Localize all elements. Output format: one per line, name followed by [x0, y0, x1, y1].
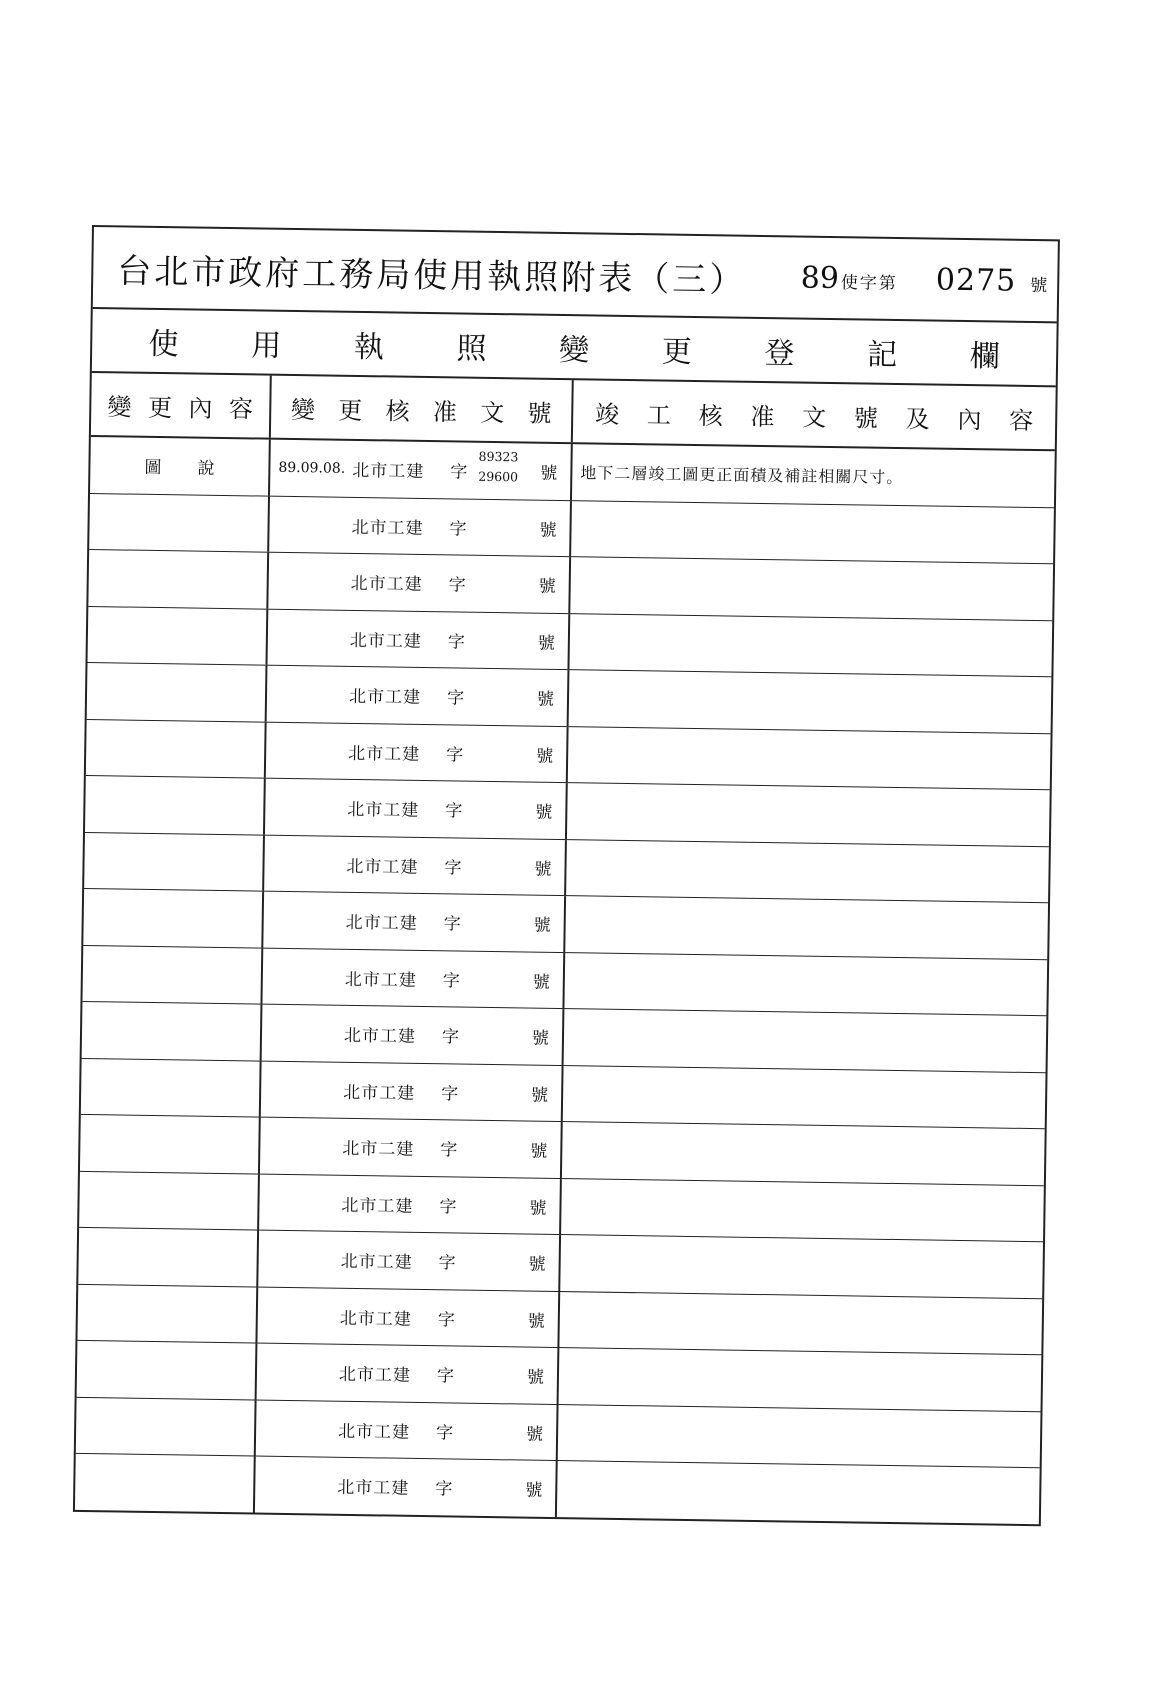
permit-type-label: 使字第: [840, 272, 899, 294]
completion-detail-cell: 地下二層竣工圖更正面積及補註相關尺寸。: [580, 463, 904, 488]
zi-char: 字: [445, 801, 463, 822]
hao-char: 號: [539, 520, 557, 541]
header-char: 容: [1008, 406, 1034, 435]
header-char: 及: [905, 404, 930, 433]
zi-char: 字: [435, 1422, 454, 1444]
hao-char: 號: [531, 1028, 550, 1050]
hao-char: 號: [533, 915, 551, 937]
change-content-cell: [82, 945, 263, 1003]
hao-char: 號: [535, 802, 553, 824]
section-title-char: 更: [661, 334, 693, 370]
change-content-cell: [80, 1115, 261, 1173]
change-content-char: 說: [197, 458, 215, 480]
office-code: 北市工建: [348, 743, 421, 765]
title-row: [93, 227, 1058, 323]
zi-char: 字: [443, 914, 461, 935]
completion-detail-cell: [560, 1235, 1043, 1298]
header-char: 更: [338, 396, 363, 425]
section-title-char: 登: [764, 335, 795, 372]
approval-number: [478, 447, 518, 488]
zi-char: 字: [446, 688, 465, 709]
section-title-char: 執: [353, 329, 385, 366]
office-code: 北市工建: [347, 800, 420, 822]
office-code: 北市二建: [342, 1139, 415, 1161]
completion-detail-cell: [563, 1066, 1046, 1129]
approval-number-cell: [258, 1231, 561, 1291]
approval-number-bottom: 29600: [478, 468, 519, 485]
hao-char: 號: [526, 1367, 545, 1389]
change-content-cell: [81, 1058, 262, 1116]
office-code: 北市工建: [346, 856, 419, 878]
header-char: 核: [698, 401, 723, 430]
change-content-cell: [77, 1284, 258, 1342]
office-code: 北市工建: [344, 969, 417, 991]
hao-char: 號: [538, 576, 556, 598]
zi-char: 字: [448, 575, 466, 596]
office-code: 北市工建: [341, 1195, 414, 1217]
completion-detail-cell: [564, 1009, 1047, 1072]
approval-number-cell: [267, 609, 570, 669]
zi-char: 字: [446, 745, 464, 766]
change-content-cell: [88, 550, 269, 608]
zi-char: 字: [441, 1027, 460, 1048]
section-title-char: 欄: [969, 339, 1000, 375]
change-content-cell: [86, 719, 267, 777]
zi-char: 字: [447, 632, 465, 653]
section-title-char: 記: [866, 337, 898, 373]
completion-detail-cell: [566, 840, 1049, 903]
approval-number-cell: [265, 779, 568, 839]
permit-number: 0275: [935, 262, 1017, 299]
hao-char: 號: [530, 1141, 548, 1163]
office-code: 北市工建: [345, 913, 418, 935]
hao-char: 號: [528, 1254, 546, 1276]
header-char: 變: [290, 395, 316, 424]
zi-char: 字: [449, 519, 467, 540]
office-code: 北市工建: [339, 1308, 412, 1330]
header-char: 竣: [594, 399, 620, 429]
change-content-cell: [89, 494, 270, 552]
change-content-cell: [87, 663, 268, 721]
hao-char: 號: [540, 463, 558, 485]
form-title: 台北市政府工務局使用執照附表（三）: [117, 250, 747, 301]
header-char: 准: [750, 402, 775, 431]
table-body: [75, 437, 1055, 1524]
change-content-cell: [75, 1454, 256, 1512]
header-char: 內: [957, 405, 982, 434]
approval-number-cell: [262, 948, 565, 1008]
header-char: 容: [228, 394, 254, 423]
approval-number-cell: [261, 1061, 564, 1121]
zi-char: 字: [439, 1197, 457, 1218]
section-title-char: 變: [558, 332, 590, 369]
zi-char: 字: [436, 1366, 455, 1387]
permit-year: 89: [800, 260, 840, 296]
approval-number-cell: [257, 1287, 560, 1347]
zi-char: 字: [435, 1479, 453, 1500]
completion-detail-cell: [562, 1122, 1045, 1185]
completion-detail-cell: [558, 1405, 1041, 1468]
approval-number-cell: [263, 892, 566, 952]
change-content-cell: [82, 1002, 263, 1060]
completion-detail-cell: [559, 1348, 1042, 1411]
header-approval-number: [271, 376, 574, 442]
change-content-cell: [90, 437, 271, 495]
hao-char: 號: [532, 972, 550, 993]
completion-detail-cell: [567, 783, 1050, 846]
office-code: 北市工建: [348, 687, 422, 709]
office-code: 北市工建: [351, 517, 424, 539]
header-change-content: [91, 373, 272, 438]
approval-number-cell: [260, 1118, 563, 1178]
zi-char: 字: [440, 1084, 459, 1105]
hao-char: 號: [527, 1311, 545, 1332]
completion-detail-cell: [571, 501, 1054, 564]
approval-number-cell: [267, 666, 570, 726]
office-code: 北市工建: [343, 1026, 417, 1048]
section-title-char: 用: [250, 328, 282, 364]
change-content-cell: [78, 1228, 259, 1286]
change-content-cell: [77, 1341, 258, 1399]
approval-number-cell: [270, 440, 573, 500]
header-char: 變: [107, 392, 132, 422]
zi-char: 字: [450, 462, 468, 483]
approval-number-cell: [259, 1174, 562, 1234]
office-code: 北市工建: [338, 1365, 412, 1387]
permit-appendix-form: [73, 225, 1060, 1526]
permit-suffix: 號: [1030, 275, 1048, 296]
approval-number-cell: [257, 1344, 560, 1404]
completion-detail-cell: [564, 953, 1047, 1016]
approval-number-cell: [264, 835, 567, 895]
approval-number-cell: [256, 1400, 559, 1460]
approval-number-cell: [269, 496, 572, 556]
completion-detail-cell: [568, 727, 1051, 790]
zi-char: 字: [440, 1140, 458, 1161]
change-content-cell: [76, 1397, 257, 1455]
office-code: 北市工建: [352, 461, 425, 483]
change-content-cell: [88, 606, 269, 664]
header-char: 更: [147, 393, 173, 422]
completion-detail-cell: [565, 896, 1048, 959]
header-char: 核: [385, 396, 410, 426]
zi-char: 字: [444, 858, 462, 879]
header-char: 號: [853, 403, 879, 433]
office-code: 北市工建: [343, 1082, 416, 1104]
completion-detail-cell: [569, 614, 1052, 677]
office-code: 北市工建: [337, 1421, 411, 1443]
hao-char: 號: [534, 859, 552, 880]
hao-char: 號: [525, 1480, 543, 1502]
zi-char: 字: [438, 1253, 456, 1274]
zi-char: 字: [442, 971, 460, 992]
office-code: 北市工建: [350, 574, 423, 596]
zi-char: 字: [437, 1310, 455, 1331]
header-char: 文: [480, 398, 505, 427]
change-content-cell: [83, 889, 264, 947]
approval-number-cell: [268, 553, 571, 613]
section-title-char: 使: [148, 326, 179, 363]
completion-detail-cell: [569, 670, 1052, 733]
office-code: 北市工建: [349, 630, 423, 652]
hao-char: 號: [536, 746, 554, 767]
completion-detail-cell: [559, 1292, 1042, 1355]
header-char: 文: [801, 403, 827, 432]
header-completion-approval: [573, 380, 1056, 449]
permit-number-block: [800, 260, 1047, 299]
office-code: 北市工建: [337, 1478, 410, 1500]
header-char: 准: [432, 397, 458, 426]
hao-char: 號: [525, 1424, 544, 1445]
completion-detail-cell: [557, 1461, 1040, 1524]
header-char: 號: [527, 398, 552, 428]
approval-number-top: 89323: [478, 448, 519, 465]
hao-char: 號: [537, 633, 555, 654]
completion-detail-cell: [570, 557, 1053, 620]
hao-char: 號: [530, 1085, 549, 1106]
change-content-char: 圖: [144, 458, 162, 479]
header-char: 內: [188, 393, 213, 423]
hao-char: 號: [536, 689, 555, 711]
approval-number-cell: [262, 1005, 565, 1065]
change-content-cell: [84, 832, 265, 890]
office-code: 北市工建: [340, 1252, 413, 1274]
change-content-cell: [85, 776, 266, 834]
approval-number-cell: [255, 1457, 558, 1517]
header-char: 工: [646, 400, 672, 430]
approval-date: 89.09.08.: [278, 459, 346, 477]
approval-number-cell: [266, 722, 569, 782]
change-content-cell: [79, 1171, 260, 1229]
section-title-char: 照: [456, 331, 487, 367]
completion-detail-cell: [561, 1179, 1044, 1242]
hao-char: 號: [529, 1198, 547, 1219]
